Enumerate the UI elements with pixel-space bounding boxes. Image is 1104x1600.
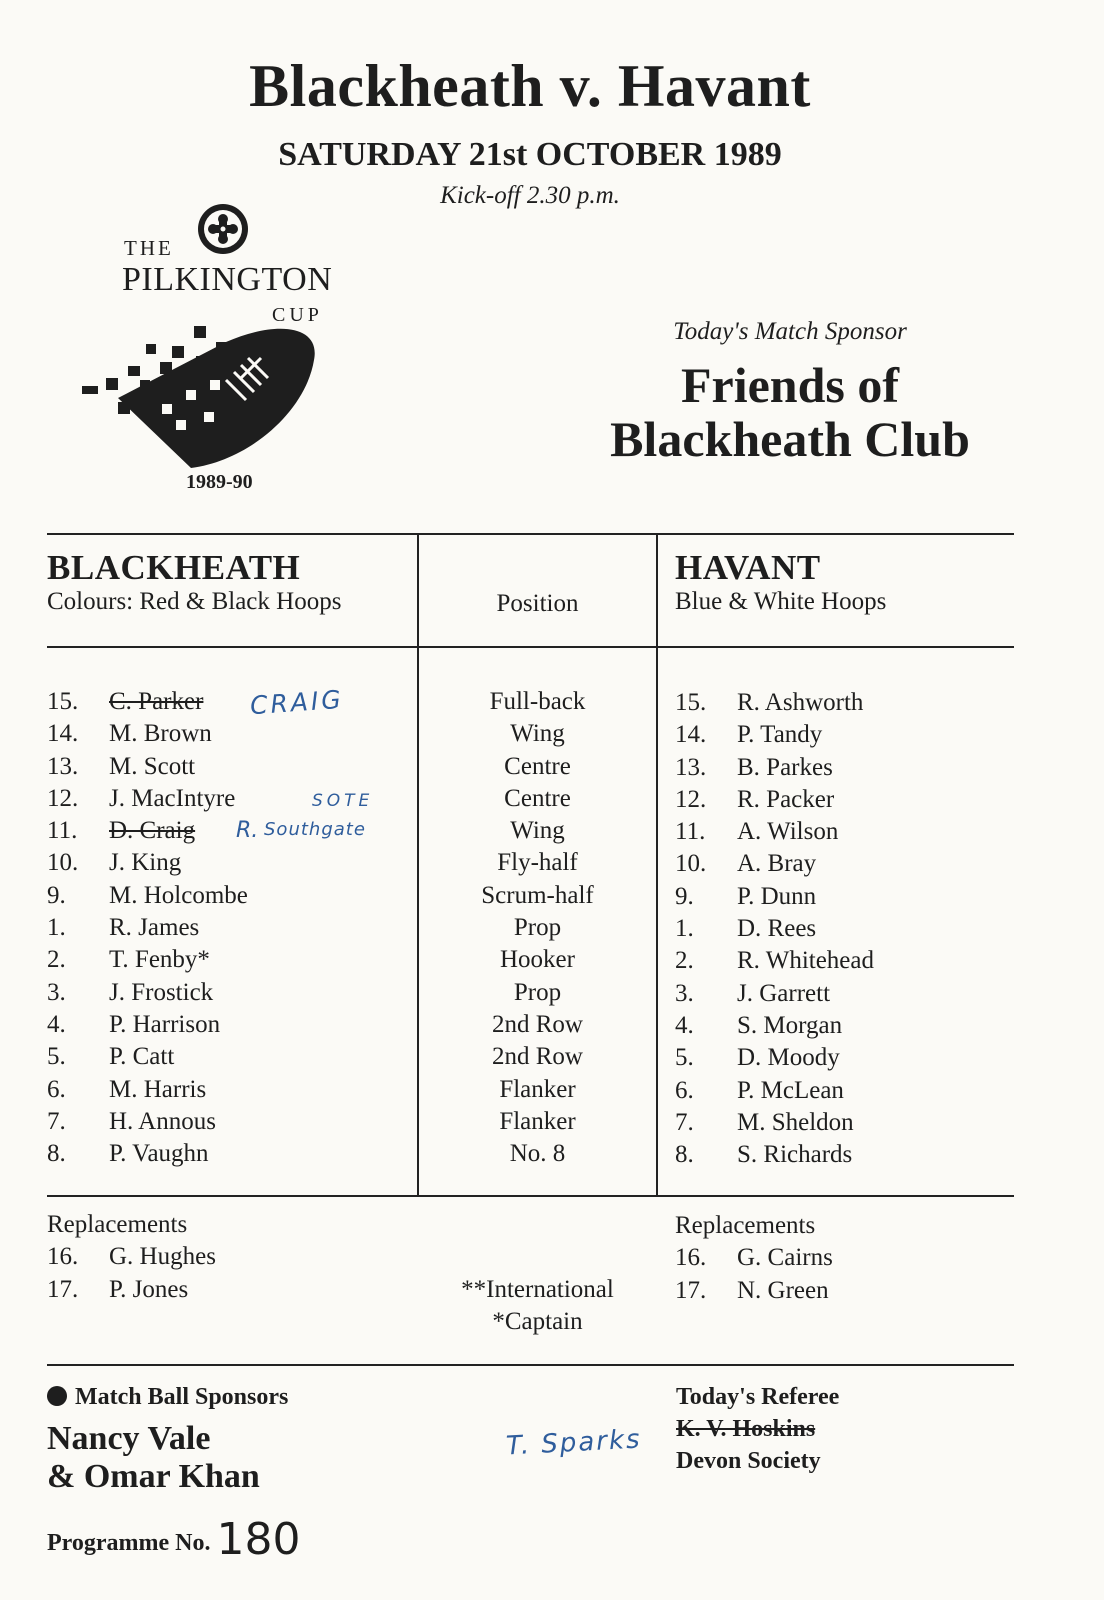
referee-name: K. V. Hoskins bbox=[676, 1416, 816, 1442]
handwritten-sote: SOTE bbox=[312, 791, 374, 811]
positions-column bbox=[419, 686, 656, 1170]
away-player-row: 7. M. Sheldon bbox=[675, 1108, 854, 1136]
logo-text-the: THE bbox=[124, 236, 174, 260]
replacement-row: 16. G. Cairns bbox=[675, 1244, 833, 1272]
away-replacements bbox=[675, 1210, 1015, 1307]
referee-society: Devon Society bbox=[676, 1448, 821, 1474]
position-cell: Prop bbox=[513, 914, 562, 942]
replacement-row: 17. N. Green bbox=[675, 1276, 829, 1304]
home-player-row: 9. M. Holcombe bbox=[47, 881, 248, 909]
position-cell: 2nd Row bbox=[492, 1043, 583, 1071]
sponsor-name-line2: Blackheath Club bbox=[610, 411, 970, 467]
position-cell: Prop bbox=[513, 978, 562, 1006]
rugby-ball-logo-icon bbox=[76, 320, 326, 490]
bullet-dot-icon bbox=[47, 1386, 67, 1406]
position-cell: Hooker bbox=[500, 946, 575, 974]
position-cell: Wing bbox=[510, 720, 565, 748]
away-player-row: 9. P. Dunn bbox=[675, 882, 817, 910]
legend-international: **International bbox=[461, 1276, 614, 1303]
replacements-label: Replacements bbox=[675, 1212, 816, 1239]
away-player-row: 11. A. Wilson bbox=[675, 818, 839, 846]
pilkington-emblem-icon bbox=[196, 202, 250, 256]
home-player-row: 8. P. Vaughn bbox=[47, 1140, 209, 1168]
away-team-name: HAVANT bbox=[675, 548, 821, 587]
logo-text-cup: CUP bbox=[272, 304, 323, 326]
kickoff-time: Kick-off 2.30 p.m. bbox=[440, 182, 620, 209]
position-cell: Full-back bbox=[489, 688, 586, 715]
legend-captain: *Captain bbox=[492, 1308, 583, 1336]
position-cell: Fly-half bbox=[497, 849, 578, 877]
away-player-row: 4. S. Morgan bbox=[675, 1011, 843, 1039]
away-team-header bbox=[675, 548, 886, 616]
handwritten-referee: T. Sparks bbox=[505, 1424, 643, 1462]
handwritten-southgate: Southgate bbox=[264, 819, 366, 840]
home-replacements bbox=[47, 1209, 407, 1306]
home-player-row: 5. P. Catt bbox=[47, 1043, 175, 1071]
match-sponsor-label: Today's Match Sponsor bbox=[673, 318, 907, 345]
struck-player-name: C. Parker bbox=[109, 688, 204, 715]
replacements-label: Replacements bbox=[47, 1211, 188, 1238]
replacement-row: 16. G. Hughes bbox=[47, 1243, 216, 1271]
home-player-row: 2. T. Fenby* bbox=[47, 946, 210, 974]
logo-text-pilkington: PILKINGTON bbox=[122, 261, 333, 298]
programme-number: Programme No. 180 bbox=[47, 1514, 301, 1565]
home-player-row: 7. H. Annous bbox=[47, 1107, 216, 1135]
position-header: Position bbox=[496, 590, 579, 617]
table-header-rule bbox=[47, 646, 1014, 648]
match-date: SATURDAY 21st OCTOBER 1989 bbox=[278, 136, 782, 173]
away-player-row: 6. P. McLean bbox=[675, 1076, 844, 1104]
away-player-row: 14. P. Tandy bbox=[675, 721, 823, 749]
table-top-rule bbox=[47, 533, 1014, 535]
away-player-row: 5. D. Moody bbox=[675, 1044, 840, 1072]
home-player-row: 13. M. Scott bbox=[47, 752, 196, 780]
position-cell: Scrum-half bbox=[481, 881, 594, 909]
away-player-row: 13. B. Parkes bbox=[675, 753, 833, 781]
sponsor-name-line1: Friends of bbox=[680, 357, 900, 413]
position-cell: Centre bbox=[504, 784, 571, 812]
home-lineup bbox=[47, 686, 407, 1170]
footer-rule bbox=[47, 1364, 1014, 1366]
table-bottom-rule bbox=[47, 1195, 1014, 1197]
table-divider-right bbox=[656, 533, 658, 1197]
match-ball-sponsor-names: Nancy Vale & Omar Khan bbox=[47, 1420, 260, 1495]
programme-number-value: 180 bbox=[216, 1514, 301, 1565]
away-player-row: 2. R. Whitehead bbox=[675, 947, 874, 975]
home-player-row: 4. P. Harrison bbox=[47, 1010, 221, 1038]
home-team-name: BLACKHEATH bbox=[47, 548, 301, 587]
away-player-row: 1. D. Rees bbox=[675, 915, 817, 943]
away-player-row: 10. A. Bray bbox=[675, 850, 817, 878]
away-player-row: 12. R. Packer bbox=[675, 785, 835, 813]
home-team-colours: Colours: Red & Black Hoops bbox=[47, 588, 342, 615]
home-team-header bbox=[47, 548, 341, 616]
away-lineup bbox=[675, 687, 1015, 1171]
home-player-row: 11. D. Craig bbox=[47, 817, 196, 845]
away-team-colours: Blue & White Hoops bbox=[675, 588, 887, 615]
match-sponsor-name bbox=[540, 358, 1040, 466]
home-player-row: 15. C. Parker bbox=[47, 688, 204, 715]
match-ball-sponsors-label: Match Ball Sponsors bbox=[47, 1384, 288, 1411]
handwritten-r: R. bbox=[236, 818, 259, 843]
away-player-row: 15. R. Ashworth bbox=[675, 689, 864, 716]
replacement-row: 17. P. Jones bbox=[47, 1275, 189, 1303]
position-cell: Centre bbox=[504, 752, 571, 780]
home-player-row: 10. J. King bbox=[47, 849, 182, 877]
home-player-row: 3. J. Frostick bbox=[47, 978, 214, 1006]
legend bbox=[419, 1274, 656, 1339]
away-player-row: 8. S. Richards bbox=[675, 1141, 853, 1169]
home-player-row: 12. J. MacIntyre bbox=[47, 784, 236, 812]
match-title: Blackheath v. Havant bbox=[249, 53, 811, 119]
home-player-row: 6. M. Harris bbox=[47, 1075, 207, 1103]
position-cell: Wing bbox=[510, 817, 565, 845]
position-cell: 2nd Row bbox=[492, 1010, 583, 1038]
position-cell: No. 8 bbox=[509, 1140, 566, 1168]
position-cell: Flanker bbox=[499, 1107, 576, 1135]
position-cell: Flanker bbox=[499, 1075, 576, 1103]
home-player-row: 14. M. Brown bbox=[47, 720, 212, 748]
logo-year: 1989-90 bbox=[186, 471, 253, 493]
away-player-row: 3. J. Garrett bbox=[675, 979, 831, 1007]
home-player-row: 1. R. James bbox=[47, 914, 200, 942]
referee-label: Today's Referee bbox=[676, 1384, 840, 1410]
struck-player-name: D. Craig bbox=[109, 817, 196, 845]
handwritten-craig: CRAIG bbox=[249, 684, 345, 721]
